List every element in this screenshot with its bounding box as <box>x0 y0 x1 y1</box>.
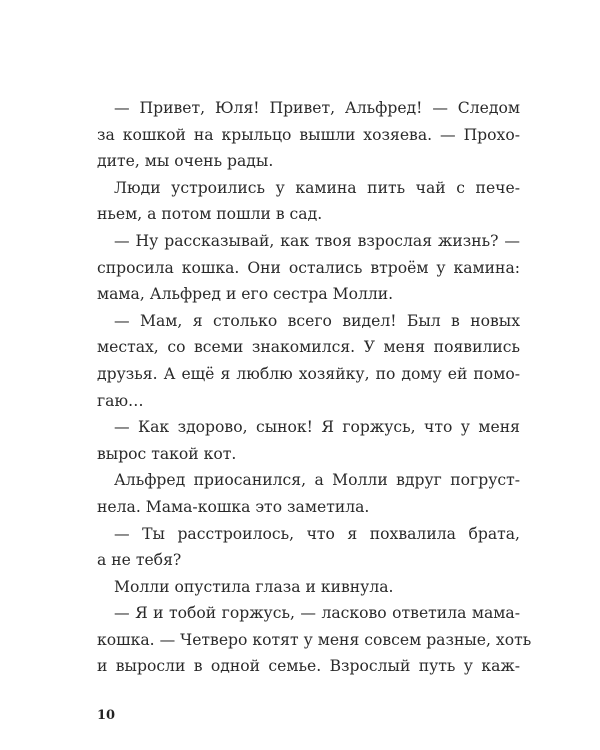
text-line: местах, со всеми знакомился. У меня появились <box>97 338 520 357</box>
text-line: друзья. А ещё я люблю хозяйку, по дому ей помо- <box>97 364 520 383</box>
text-line: Молли опустила глаза и кивнула. <box>114 577 394 596</box>
text-line: и выросли в одной семье. Взрослый путь у каж- <box>97 657 520 676</box>
text-line: — Я и тобой горжусь, — ласково ответила мама- <box>114 604 520 623</box>
text-line: — Ну рассказывай, как твоя взрослая жизнь? — <box>114 231 520 250</box>
text-line: кошка. — Четверо котят у меня совсем разные, хоть <box>97 630 532 649</box>
text-line: — Привет, Юля! Привет, Альфред! — Следом <box>114 99 520 117</box>
text-line: — Как здорово, сынок! Я горжусь, что у меня <box>114 418 520 437</box>
text-line: спросила кошка. Они остались втроём у камина: <box>97 258 520 277</box>
book-page-text <box>97 95 532 680</box>
text-line: — Ты расстроилось, что я похвалила брата, <box>114 524 520 543</box>
text-line: нела. Мама-кошка это заметила. <box>97 497 370 516</box>
text-line: дите, мы очень рады. <box>97 152 274 171</box>
page-number: 10 <box>97 708 116 723</box>
text-line: Альфред приосанился, а Молли вдруг погруст- <box>114 471 520 490</box>
text-line: Люди устроились у камина пить чай с пече- <box>114 178 520 197</box>
text-line: за кошкой на крыльцо вышли хозяева. — Прохо- <box>97 125 520 144</box>
text-line: ньем, а потом пошли в сад. <box>97 205 323 224</box>
text-line: гаю… <box>97 391 144 410</box>
text-line: вырос такой кот. <box>97 444 237 463</box>
text-line: а не тебя? <box>97 551 182 570</box>
text-line: — Мам, я столько всего видел! Был в новых <box>114 311 520 330</box>
text-line: мама, Альфред и его сестра Молли. <box>97 285 394 304</box>
